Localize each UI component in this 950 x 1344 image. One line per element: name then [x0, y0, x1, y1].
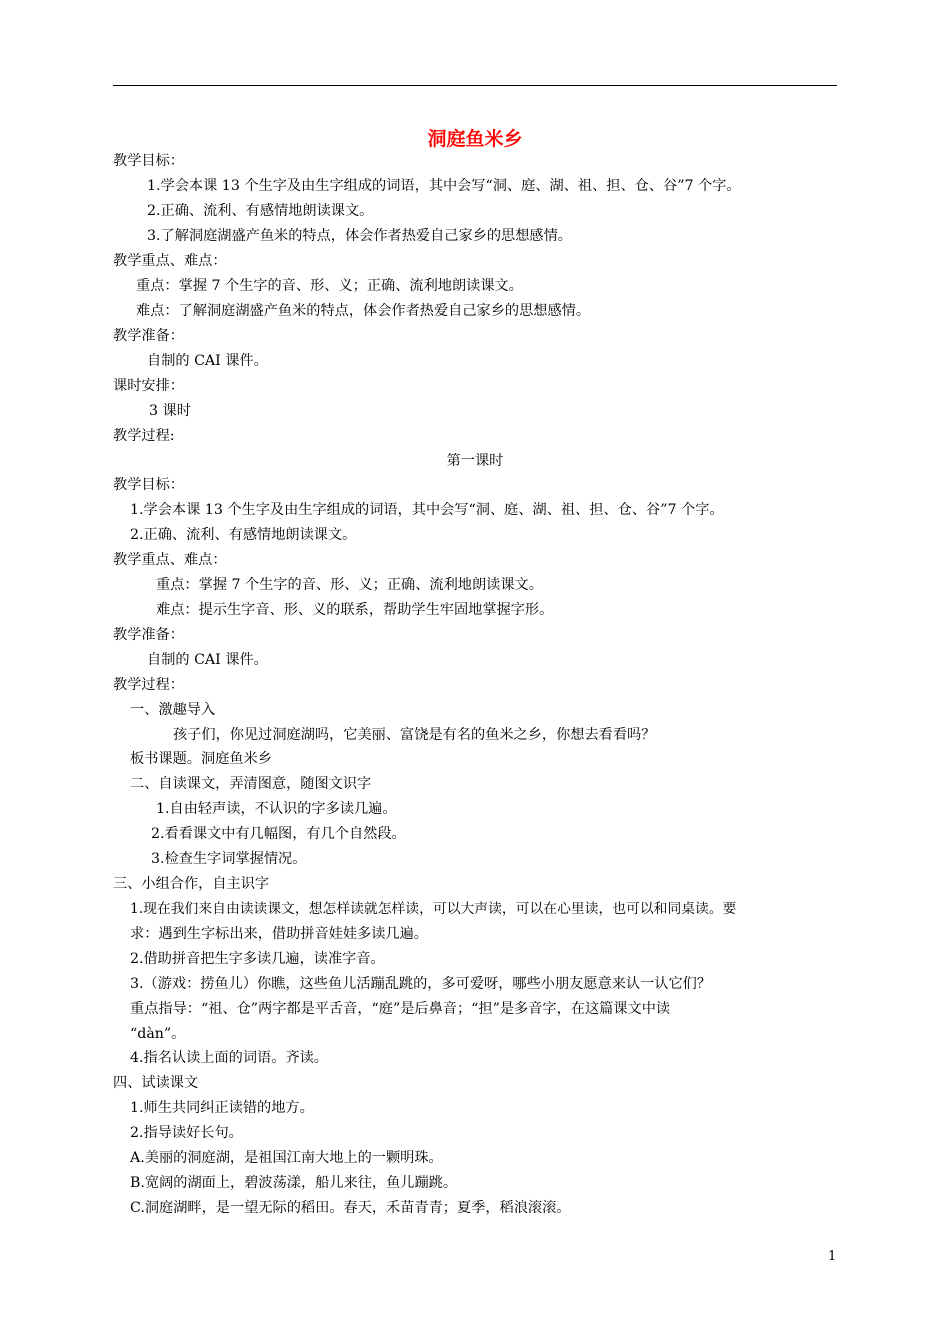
text-line: 1.学会本课 13 个生字及由生字组成的词语，其中会写“洞、庭、湖、祖、担、仓、谷”7 个字。 [130, 502, 724, 518]
text-line: C.洞庭湖畔，是一望无际的稻田。春天，禾苗青青；夏季，稻浪滚滚。 [130, 1200, 571, 1216]
text-line: A.美丽的洞庭湖，是祖国江南大地上的一颗明珠。 [130, 1150, 443, 1166]
step-heading: 一、激趣导入 [130, 702, 216, 718]
section-heading: 教学过程: [113, 428, 175, 444]
section-heading: 教学重点、难点： [113, 253, 227, 269]
text-line: B.宽阔的湖面上，碧波荡漾，船儿来往，鱼儿蹦跳。 [130, 1175, 458, 1191]
page-number: 1 [828, 1249, 837, 1264]
step-heading: 二、自读课文，弄清图意，随图文识字 [130, 776, 372, 792]
step-heading: 四、试读课文 [113, 1075, 199, 1091]
text-line: 板书课题。洞庭鱼米乡 [130, 751, 272, 767]
text-line: “dàn”。 [130, 1026, 186, 1042]
section-heading: 教学目标： [113, 477, 184, 493]
text-line: 3.检查生字词掌握情况。 [151, 851, 307, 867]
text-line: 自制的 CAI 课件。 [147, 353, 268, 369]
text-line: 重点指导：“祖、仓”两字都是平舌音，“庭”是后鼻音；“担”是多音字，在这篇课文中读 [130, 1001, 671, 1017]
text-line: 重点：掌握 7 个生字的音、形、义；正确、流利地朗读课文。 [156, 577, 543, 593]
section-heading: 教学准备： [113, 627, 184, 643]
text-line: 4.指名认读上面的词语。齐读。 [130, 1050, 328, 1066]
text-line: 1.现在我们来自由读读课文，想怎样读就怎样读，可以大声读，可以在心里读，也可以和同桌读。要 [130, 901, 737, 917]
text-line: 1.自由轻声读，不认识的字多读几遍。 [156, 801, 397, 817]
section-heading: 课时安排： [113, 378, 184, 394]
step-heading: 三、小组合作，自主识字 [113, 876, 270, 892]
text-line: 2.正确、流利、有感情地朗读课文。 [130, 527, 357, 543]
text-line: 孩子们，你见过洞庭湖吗，它美丽、富饶是有名的鱼米之乡，你想去看看吗？ [173, 727, 656, 743]
header-rule [113, 85, 837, 86]
text-line: 自制的 CAI 课件。 [147, 652, 268, 668]
text-line: 2.指导读好长句。 [130, 1125, 243, 1141]
text-line: 2.借助拼音把生字多读几遍，读准字音。 [130, 951, 385, 967]
section-heading: 教学过程： [113, 677, 184, 693]
text-line: 1.师生共同纠正读错的地方。 [130, 1100, 314, 1116]
text-line: 3 课时 [149, 403, 191, 419]
text-line: 2.正确、流利、有感情地朗读课文。 [147, 203, 374, 219]
section-heading: 教学重点、难点： [113, 552, 227, 568]
text-line: 3.了解洞庭湖盛产鱼米的特点，体会作者热爱自己家乡的思想感情。 [147, 228, 572, 244]
text-line: 难点：提示生字音、形、义的联系，帮助学生牢固地掌握字形。 [156, 602, 554, 618]
section-heading: 教学目标： [113, 153, 184, 169]
text-line: 3.（游戏：捞鱼儿）你瞧，这些鱼儿活蹦乱跳的，多可爱呀，哪些小朋友愿意来认一认它们？ [130, 976, 712, 992]
section-heading: 教学准备： [113, 328, 184, 344]
text-line: 2.看看课文中有几幅图，有几个自然段。 [151, 826, 406, 842]
lesson-subheading: 第一课时 [446, 453, 504, 469]
text-line: 重点：掌握 7 个生字的音、形、义；正确、流利地朗读课文。 [136, 278, 523, 294]
text-line: 求：遇到生字标出来，借助拼音娃娃多读几遍。 [130, 926, 428, 942]
document-title: 洞庭鱼米乡 [427, 128, 523, 150]
text-line: 难点：了解洞庭湖盛产鱼米的特点，体会作者热爱自己家乡的思想感情。 [136, 303, 591, 319]
text-line: 1.学会本课 13 个生字及由生字组成的词语，其中会写“洞、庭、湖、祖、担、仓、谷”7 个字。 [147, 178, 741, 194]
